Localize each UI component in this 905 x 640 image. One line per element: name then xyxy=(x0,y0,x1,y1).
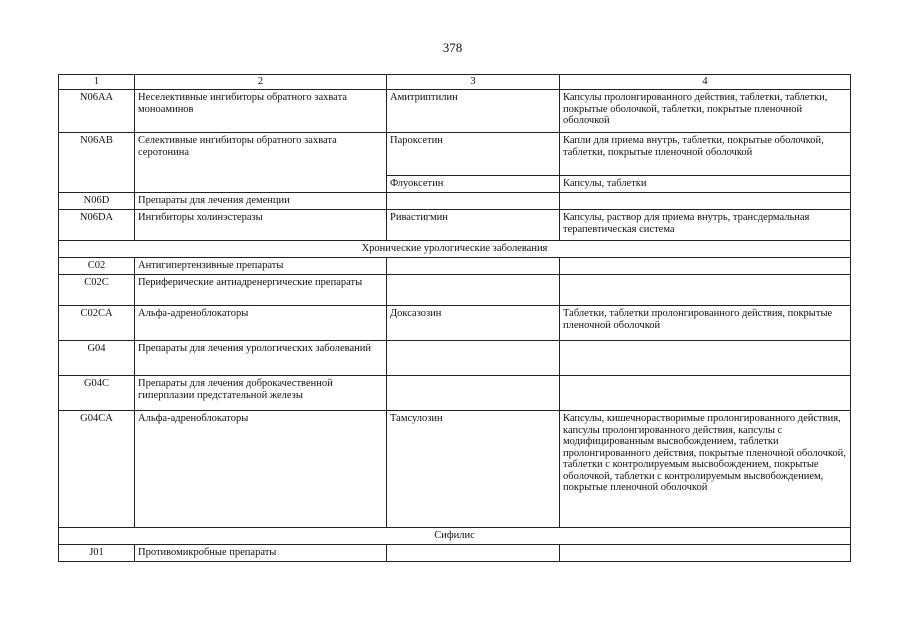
dosage-forms xyxy=(560,376,851,411)
drug-name: Флуоксетин xyxy=(387,176,560,193)
dosage-forms: Капли для приема внутрь, таблетки, покрытые оболочкой, таблетки, покрытые пленочной оболочкой xyxy=(560,133,851,176)
dosage-forms: Таблетки, таблетки пролонгированного действия, покрытые пленочной оболочкой xyxy=(560,306,851,341)
dosage-forms: Капсулы, раствор для приема внутрь, трансдермальная терапевтическая система xyxy=(560,210,851,241)
table-row xyxy=(59,376,851,411)
drug-name: Пароксетин xyxy=(387,133,560,176)
drug-name xyxy=(387,341,560,376)
atc-code: N06AA xyxy=(59,90,135,133)
atc-code: C02 xyxy=(59,258,135,275)
atc-code: G04CA xyxy=(59,411,135,528)
drug-name: Ривастигмин xyxy=(387,210,560,241)
table-row xyxy=(59,411,851,528)
table-row xyxy=(59,193,851,210)
drug-name xyxy=(387,376,560,411)
dosage-forms xyxy=(560,545,851,562)
column-header: 3 xyxy=(387,75,560,90)
atc-code: N06AB xyxy=(59,133,135,193)
dosage-forms: Капсулы, кишечнорастворимые пролонгированного действия, капсулы пролонгированного действия, капсулы с модифицированным высвобождением, таблетки пролонгированного действия, покрытые пленочной оболочкой, таблетки с контролируемым высвобождением, покрытые оболочкой, таблетки с контролируемым высвобождением, покрытые пленочной оболочкой xyxy=(560,411,851,528)
table-row xyxy=(59,258,851,275)
dosage-forms: Капсулы, таблетки xyxy=(560,176,851,193)
pharmacological-group: Препараты для лечения деменции xyxy=(135,193,387,210)
pharmacological-group: Ингибиторы холинэстеразы xyxy=(135,210,387,241)
pharmacological-group: Периферические антиадренергические препараты xyxy=(135,275,387,306)
pharmacological-group: Альфа-адреноблокаторы xyxy=(135,306,387,341)
section-row xyxy=(59,241,851,258)
pharmacological-group: Антигипертензивные препараты xyxy=(135,258,387,275)
dosage-forms xyxy=(560,341,851,376)
atc-code: C02C xyxy=(59,275,135,306)
atc-code: G04C xyxy=(59,376,135,411)
dosage-forms xyxy=(560,193,851,210)
pharmacological-group: Препараты для лечения доброкачественной гиперплазии предстательной железы xyxy=(135,376,387,411)
dosage-forms: Капсулы пролонгированного действия, таблетки, таблетки, покрытые оболочкой, таблетки, покрытые пленочной оболочкой xyxy=(560,90,851,133)
dosage-forms xyxy=(560,258,851,275)
table-header-row xyxy=(59,75,851,90)
drug-name: Амитриптилин xyxy=(387,90,560,133)
page-number: 378 xyxy=(442,40,463,55)
table-row xyxy=(59,210,851,241)
table-row xyxy=(59,90,851,133)
pharmacological-group: Препараты для лечения урологических заболеваний xyxy=(135,341,387,376)
atc-code: J01 xyxy=(59,545,135,562)
atc-code: C02CA xyxy=(59,306,135,341)
column-header: 4 xyxy=(560,75,851,90)
table-row xyxy=(59,545,851,562)
column-header: 2 xyxy=(135,75,387,90)
section-row xyxy=(59,528,851,545)
atc-code: N06DA xyxy=(59,210,135,241)
table-row xyxy=(59,306,851,341)
drug-table xyxy=(58,74,851,562)
table-row xyxy=(59,341,851,376)
atc-code: G04 xyxy=(59,341,135,376)
section-title: Хронические урологические заболевания xyxy=(59,241,851,258)
pharmacological-group: Противомикробные препараты xyxy=(135,545,387,562)
drug-name xyxy=(387,545,560,562)
drug-name: Доксазозин xyxy=(387,306,560,341)
atc-code: N06D xyxy=(59,193,135,210)
drug-name: Тамсулозин xyxy=(387,411,560,528)
drug-name xyxy=(387,258,560,275)
drug-name xyxy=(387,275,560,306)
pharmacological-group: Селективные ингибиторы обратного захвата серотонина xyxy=(135,133,387,193)
dosage-forms xyxy=(560,275,851,306)
section-title: Сифилис xyxy=(59,528,851,545)
drug-name xyxy=(387,193,560,210)
table-row xyxy=(59,133,851,176)
column-header: 1 xyxy=(59,75,135,90)
pharmacological-group: Неселективные ингибиторы обратного захвата моноаминов xyxy=(135,90,387,133)
table-row xyxy=(59,275,851,306)
pharmacological-group: Альфа-адреноблокаторы xyxy=(135,411,387,528)
